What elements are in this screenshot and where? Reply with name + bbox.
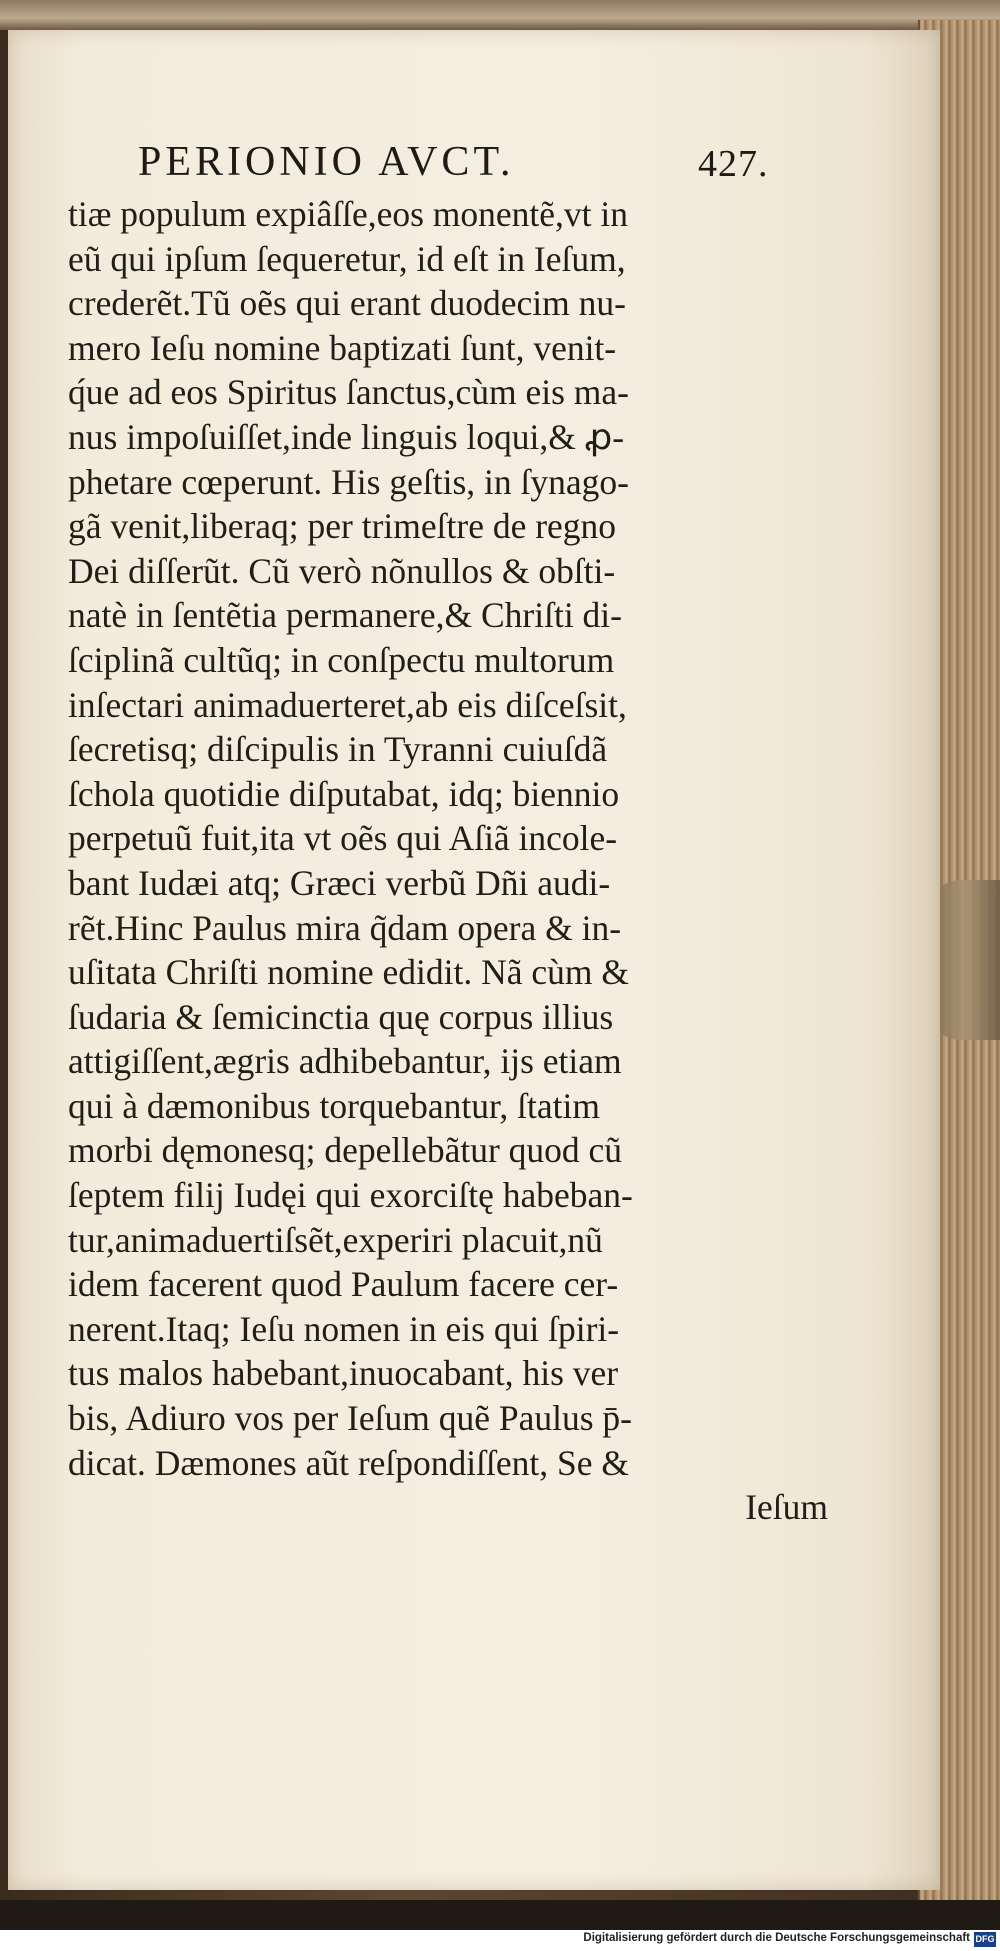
text-line: Dei diſſerũt. Cũ verò nõnullos & obſti- [68,550,616,591]
text-line: qui à dæmonibus torquebantur, ſtatim [68,1085,600,1126]
catchword: Ieſum [745,1487,828,1528]
book-top-edge [0,0,1000,30]
text-line: tus malos habebant,inuocabant, his ver [68,1353,619,1394]
credit-bar [0,1930,1000,1951]
text-line: idem facerent quod Paulum facere cer- [68,1264,619,1305]
text-line: dicat. Dæmones aũt reſpondiſſent, Se & [68,1442,629,1483]
digitization-credit: Digitalisierung gefördert durch die Deutsche Forschungsgemeinschaft [583,1932,970,1944]
text-line: perpetuũ fuit,ita vt oẽs qui Aſiã incole- [68,818,618,859]
text-line: ſecretisq; diſcipulis in Tyranni cuiuſdã [68,729,608,770]
text-line: tur,animaduertiſsẽt,experiri placuit,nũ [68,1219,603,1260]
text-line: nus impoſuiſſet,inde linguis loqui,& ꝓ- [68,416,625,457]
text-line: bis, Adiuro vos per Ieſum quẽ Paulus p̄- [68,1398,632,1439]
text-line: tiæ populum expiâſſe,eos monentẽ,vt in [68,194,629,234]
text-line: attigiſſent,ægris adhibebantur, ijs etiam [68,1041,622,1082]
text-line: natè in ſentẽtia permanere,& Chriſti di- [68,595,622,636]
running-header [138,138,778,188]
scan-bottom-band [0,1900,1000,1930]
text-line: q́ue ad eos Spiritus ſanctus,cùm eis ma- [68,372,629,413]
text-line: ſudaria & ſemicinctia quę corpus illius [68,996,614,1037]
text-line: mero Ieſu nomine baptizati ſunt, venit- [68,327,617,368]
text-line: ſchola quotidie diſputabat, idq; biennio [68,773,620,814]
running-head-title: PERIONIO AVCT. [138,139,515,185]
body-text [68,192,828,1530]
text-line: nerent.Itaq; Ieſu nomen in eis qui ſpiri- [68,1308,620,1349]
book-clasp [930,880,1000,1040]
text-line: rẽt.Hinc Paulus mira q̃dam opera & in- [68,907,622,948]
text-line: ſciplinã cultũq; in conſpectu multorum [68,639,615,680]
text-line: uſitata Chriſti nomine edidit. Nã cùm & [68,952,629,993]
text-line: crederẽt.Tũ oẽs qui erant duodecim nu- [68,283,626,324]
text-line: phetare cœperunt. His geſtis, in ſynago- [68,461,629,502]
text-line: ſeptem filij Iudęi qui exorciſtę habeban- [68,1175,633,1216]
page-number: 427. [698,143,769,185]
dfg-logo: DFG [974,1932,996,1947]
text-line: morbi dęmonesq; depellebãtur quod cũ [68,1130,623,1171]
text-line: eũ qui ipſum ſequeretur, id eſt in Ieſum, [68,238,626,279]
text-line: inſectari animaduerteret,ab eis diſceſsit, [68,684,627,725]
text-line: gã venit,liberaq; per trimeſtre de regno [68,506,617,547]
text-line: bant Iudæi atq; Græci verbũ Dñi audi- [68,862,611,903]
